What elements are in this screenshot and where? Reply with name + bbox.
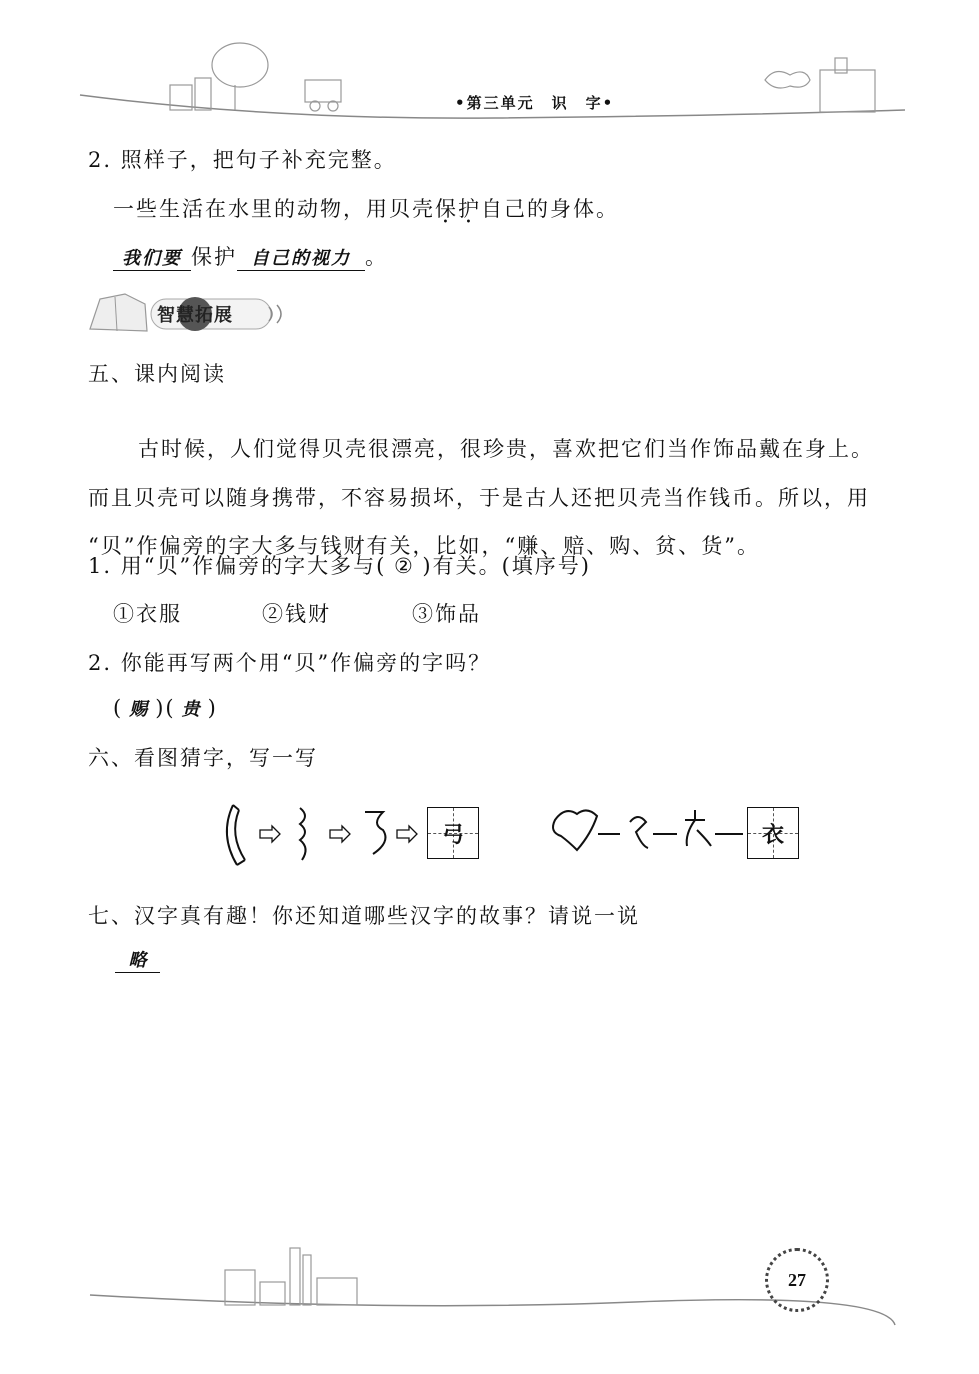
example-sentence bbox=[113, 193, 619, 223]
q2-question: 2. 你能再写两个用“贝”作偏旁的字吗？ bbox=[88, 651, 492, 675]
example-suffix: 自己的身体。 bbox=[481, 197, 619, 221]
section5-heading: 五、课内阅读 bbox=[88, 362, 226, 386]
passage-line-3: “贝”作偏旁的字大多与钱财有关，比如，“赚、赔、购、贫、货”。 bbox=[88, 534, 760, 558]
bow-pictograph-icon bbox=[227, 805, 245, 865]
emphasis-char: 护 bbox=[458, 197, 481, 221]
bow-seal-icon bbox=[365, 812, 385, 854]
q1-answer: ② bbox=[393, 554, 415, 578]
answer-blank-1: 我们要 bbox=[113, 244, 191, 271]
passage-line-1: 古时候，人们觉得贝壳很漂亮，很珍贵，喜欢把它们当作饰品戴在身上。 bbox=[138, 437, 874, 461]
clothing-pictograph-icon bbox=[553, 810, 597, 850]
answer-blank-2: 自己的视力 bbox=[237, 244, 365, 271]
badge-text: 智慧拓展 bbox=[157, 305, 233, 326]
q1-option-3: ③饰品 bbox=[412, 602, 481, 626]
header-decoration bbox=[75, 40, 915, 130]
section7-heading: 七、汉字真有趣！你还知道哪些汉字的故事？请说一说 bbox=[88, 904, 640, 928]
q1-prefix: 1. 用“贝”作偏旁的字大多与( bbox=[88, 554, 387, 578]
example-prefix: 一些生活在水里的动物，用贝壳 bbox=[113, 197, 435, 221]
clothing-bronze-icon bbox=[630, 817, 648, 848]
bow-evolution-figure bbox=[215, 800, 805, 870]
q2-answers: ( 赐 )( 贵 ) bbox=[113, 696, 218, 720]
arrow-right-icon bbox=[397, 826, 417, 842]
answer-verb: 保护 bbox=[191, 245, 237, 269]
section6-heading: 六、看图猜字，写一写 bbox=[88, 746, 318, 770]
answer-sentence bbox=[113, 241, 388, 271]
arrow-right-icon bbox=[260, 826, 280, 842]
answer-box-bow bbox=[427, 807, 479, 859]
q2-answer-1: 赐 bbox=[129, 699, 150, 720]
q1-option-2: ②钱财 bbox=[262, 602, 331, 626]
q1-suffix: )有关。(填序号) bbox=[422, 554, 591, 578]
passage-line-2: 而且贝壳可以随身携带，不容易损坏，于是古人还把贝壳当作钱币。所以，用 bbox=[88, 486, 870, 510]
answer-end: 。 bbox=[365, 245, 388, 269]
answer-bow: 弓 bbox=[441, 822, 464, 848]
section7-answer-line bbox=[115, 946, 160, 973]
section7-answer: 略 bbox=[115, 946, 160, 973]
answer-box-clothing bbox=[747, 807, 799, 859]
wisdom-expansion-badge bbox=[85, 289, 285, 339]
emphasis-char: 保 bbox=[435, 197, 458, 221]
arrow-right-icon bbox=[330, 826, 350, 842]
q1-option-1: ①衣服 bbox=[113, 602, 182, 626]
q2-answer-2: 贵 bbox=[181, 699, 202, 720]
bow-bronze-icon bbox=[300, 808, 306, 860]
unit-title: •第三单元 识 字• bbox=[455, 94, 615, 112]
q1-line bbox=[88, 550, 591, 580]
answer-clothing: 衣 bbox=[761, 822, 784, 848]
q2-title: 2. 照样子，把句子补充完整。 bbox=[88, 148, 397, 172]
page-number: 27 bbox=[765, 1248, 829, 1312]
clothing-seal-icon bbox=[685, 810, 711, 846]
